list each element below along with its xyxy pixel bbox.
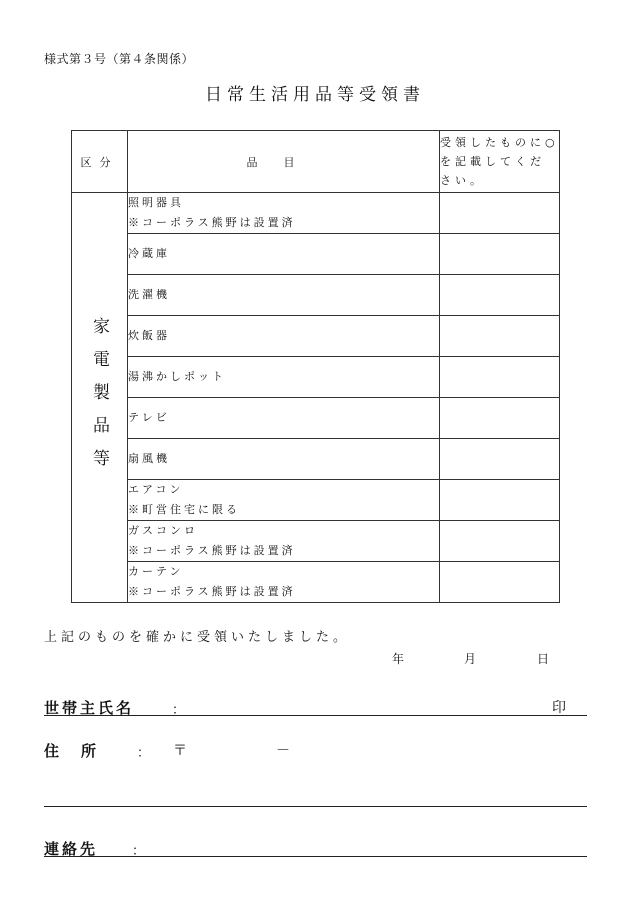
date-month-label: 月 [464,652,477,666]
category-cell [72,193,128,603]
table-row [72,357,560,398]
date-day-label: 日 [537,652,550,666]
check-cell[interactable] [440,439,560,480]
item-name: 照明器具 [128,196,184,209]
item-name: 扇風機 [128,452,170,465]
item-note: ※町営住宅に限る [128,503,240,516]
header-category: 区分 [72,131,128,193]
item-note: ※コーポラス熊野は設置済 [128,544,296,557]
item-note: ※コーポラス熊野は設置済 [128,585,296,598]
check-cell[interactable] [440,521,560,562]
item-name: エアコン [128,483,184,496]
check-cell[interactable] [440,193,560,234]
item-name: テレビ [128,411,170,424]
table-row [72,562,560,603]
confirmation-text: 上記のものを確かに受領いたしました。 [44,630,351,645]
item-cell [128,398,440,439]
item-cell [128,521,440,562]
item-cell [128,480,440,521]
item-name: 湯沸かしポット [128,370,226,383]
table-row [72,193,560,234]
contact-colon: ： [132,844,146,859]
table-row [72,275,560,316]
item-cell [128,439,440,480]
item-name: カーテン [128,565,184,578]
check-cell[interactable] [440,316,560,357]
check-cell[interactable] [440,234,560,275]
item-name: 冷蔵庫 [128,247,170,260]
check-cell[interactable] [440,275,560,316]
check-cell[interactable] [440,357,560,398]
check-cell[interactable] [440,398,560,439]
form-number: 様式第３号（第４条関係） [44,52,195,66]
postal-dash: － [276,743,290,759]
item-name: 炊飯器 [128,329,170,342]
householder-name-label: 世帯主氏名 [44,699,135,717]
item-cell [128,562,440,603]
table-row [72,439,560,480]
table-row [72,398,560,439]
postal-mark: 〒 [173,743,187,759]
header-check: 受領したものに○を記載してください。 [440,131,560,193]
item-cell [128,357,440,398]
category-label: 家電製品等 [89,316,109,482]
householder-name-line[interactable] [44,715,587,716]
contact-line[interactable] [44,856,587,857]
table-row [72,521,560,562]
address-colon: ： [137,746,151,761]
item-cell [128,275,440,316]
check-cell[interactable] [440,562,560,603]
address-line[interactable] [44,806,587,807]
contact-label: 連絡先 [44,840,99,858]
date-year-label: 年 [392,652,405,666]
header-item: 品目 [128,131,440,193]
householder-colon: ： [172,703,186,718]
seal-mark: 印 [552,700,566,716]
items-table [71,130,560,603]
document-title: 日常生活用品等受領書 [205,85,425,105]
item-cell [128,234,440,275]
table-header-row [72,131,560,193]
item-name: ガスコンロ [128,524,198,537]
item-name: 洗濯機 [128,288,170,301]
item-cell [128,193,440,234]
address-label: 住所 [44,742,119,760]
item-cell [128,316,440,357]
table-row [72,234,560,275]
table-row [72,316,560,357]
table-row [72,480,560,521]
check-cell[interactable] [440,480,560,521]
item-note: ※コーポラス熊野は設置済 [128,216,296,229]
